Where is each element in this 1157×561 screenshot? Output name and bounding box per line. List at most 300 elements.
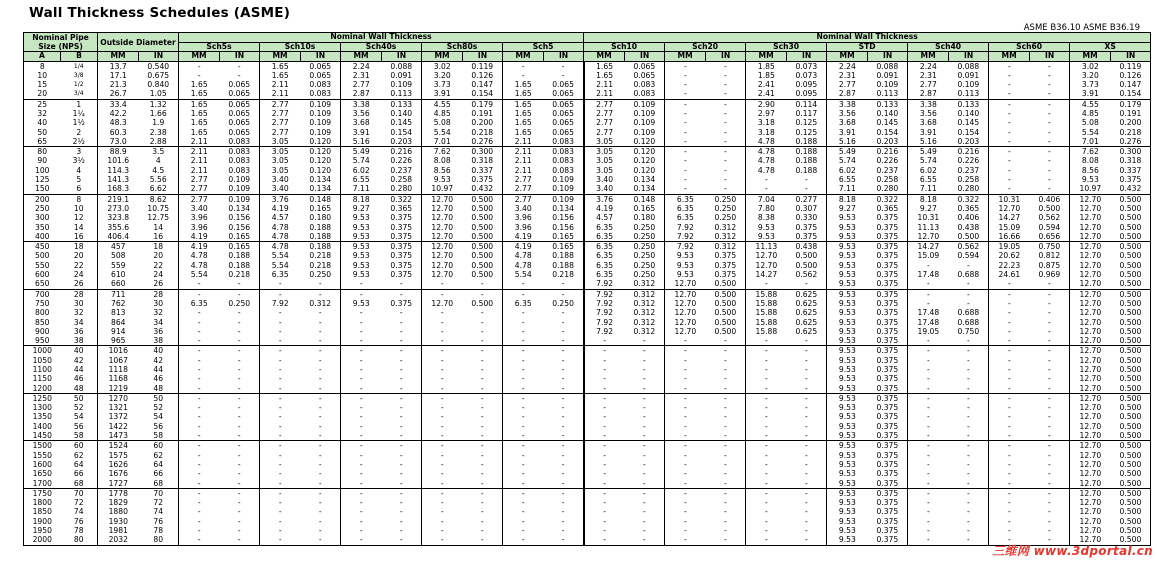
table-cell: 0.500 xyxy=(706,289,746,299)
table-cell: 2.24 xyxy=(341,61,382,71)
table-cell: 0.656 xyxy=(1038,231,1061,241)
table-cell: - xyxy=(665,393,706,403)
in-unit-header: IN xyxy=(868,52,908,62)
table-cell: 0.375 xyxy=(876,507,899,517)
table-cell: 12.70 xyxy=(746,261,787,270)
table-cell: 0.276 xyxy=(471,136,494,146)
table-cell: 9.27 xyxy=(341,204,382,213)
table-cell: - xyxy=(723,89,727,99)
table-cell: 26 xyxy=(73,279,84,289)
table-cell: 10 xyxy=(24,71,61,80)
table-cell: 0.500 xyxy=(1038,203,1061,213)
mm-unit-header: MM xyxy=(179,52,220,62)
schedule-header-sch5s: Sch5s xyxy=(179,42,260,52)
table-cell: 10.75 xyxy=(147,203,170,213)
table-cell: - xyxy=(561,355,565,365)
table-row xyxy=(24,279,1151,289)
table-cell: 0.250 xyxy=(633,251,656,261)
table-cell: 3.5 xyxy=(139,147,179,157)
table-cell: 5.54 xyxy=(1070,128,1111,137)
mm-unit-header: MM xyxy=(341,52,382,62)
table-cell: - xyxy=(665,147,706,157)
table-row xyxy=(24,223,1151,232)
table-cell: 12.70 xyxy=(665,318,706,327)
table-cell: - xyxy=(341,403,382,412)
schedule-header-sch5: Sch5 xyxy=(503,42,584,52)
table-cell: 0.625 xyxy=(795,308,818,318)
in-unit-header: IN xyxy=(625,52,665,62)
table-cell: 1118 xyxy=(98,365,139,374)
table-cell: 3.68 xyxy=(827,118,868,127)
table-cell: - xyxy=(908,460,949,469)
table-cell: 0.312 xyxy=(633,279,656,289)
table-cell: 3.02 xyxy=(1070,61,1111,71)
table-cell: 0.237 xyxy=(390,165,413,175)
table-cell: 2.77 xyxy=(503,175,544,184)
table-cell: 0.250 xyxy=(714,213,737,223)
table-cell: 2.77 xyxy=(503,184,544,194)
nps-b-header: B xyxy=(61,52,98,62)
table-cell: 559 xyxy=(98,261,139,270)
table-cell: 914 xyxy=(98,327,139,336)
table-cell: - xyxy=(1047,336,1051,346)
table-cell: - xyxy=(723,165,727,175)
table-cell: - xyxy=(804,526,808,536)
table-cell: 0.500 xyxy=(1111,460,1151,469)
table-cell: 3.96 xyxy=(503,213,544,222)
table-cell: 7.01 xyxy=(422,137,463,147)
table-cell: 0.375 xyxy=(1111,175,1151,184)
table-cell: 0.237 xyxy=(876,165,899,175)
table-cell: - xyxy=(642,507,646,517)
table-cell: 0.165 xyxy=(228,231,251,241)
table-cell: - xyxy=(318,498,322,508)
table-cell: - xyxy=(706,535,746,545)
table-cell: - xyxy=(480,308,484,318)
table-cell: - xyxy=(908,261,949,270)
table-cell: 0.250 xyxy=(633,270,656,280)
table-cell: 0.312 xyxy=(633,317,656,327)
table-cell: 3.96 xyxy=(503,223,544,232)
table-row xyxy=(24,232,1151,242)
table-cell: 0.200 xyxy=(1111,118,1151,127)
table-cell: 0.250 xyxy=(309,270,332,280)
table-cell: - xyxy=(746,336,787,346)
table-cell: - xyxy=(949,393,989,403)
table-cell: 0.594 xyxy=(957,251,980,261)
table-cell: - xyxy=(422,441,463,451)
table-cell: - xyxy=(561,403,565,413)
table-cell: 9.53 xyxy=(827,336,868,346)
table-cell: 4.78 xyxy=(179,261,220,270)
table-cell: 12.70 xyxy=(1070,327,1111,336)
table-cell: 0.375 xyxy=(876,279,899,289)
table-cell: 0.375 xyxy=(876,459,899,469)
table-cell: 0.065 xyxy=(633,70,656,80)
table-cell: - xyxy=(706,393,746,403)
table-cell: 0.375 xyxy=(876,336,899,346)
table-cell: 0.500 xyxy=(714,317,737,327)
table-cell: 0.188 xyxy=(228,260,251,270)
table-cell: 2.77 xyxy=(260,118,301,127)
table-cell: - xyxy=(642,498,646,508)
table-cell: 46 xyxy=(153,374,164,384)
table-cell: 406.4 xyxy=(98,232,139,242)
table-cell: - xyxy=(399,326,403,336)
table-cell: - xyxy=(480,383,484,393)
table-cell: 0.812 xyxy=(1038,251,1061,261)
table-cell: 10.97 xyxy=(422,184,463,194)
table-cell: - xyxy=(503,308,544,317)
table-cell: 9.53 xyxy=(665,270,706,279)
table-cell: 12.70 xyxy=(1070,535,1111,545)
table-cell: - xyxy=(503,535,544,545)
table-cell: - xyxy=(908,393,949,403)
table-cell: 0.500 xyxy=(1111,261,1151,270)
table-row xyxy=(24,318,1151,327)
table-cell: - xyxy=(480,365,484,374)
table-cell: - xyxy=(260,356,301,365)
table-cell: - xyxy=(422,289,463,299)
table-cell: 0.117 xyxy=(795,108,818,118)
table-cell: 1300 xyxy=(24,403,61,412)
table-cell: 3.38 xyxy=(341,99,382,109)
table-cell: 16.66 xyxy=(989,232,1030,242)
table-cell: 3.68 xyxy=(908,118,949,127)
table-cell: 0.180 xyxy=(309,213,332,223)
table-cell: 9.53 xyxy=(827,441,868,451)
table-cell: 0.280 xyxy=(876,184,899,194)
table-cell: 0.500 xyxy=(1111,469,1151,478)
table-cell: 1650 xyxy=(24,469,61,478)
table-cell: 3.91 xyxy=(908,128,949,137)
table-cell: - xyxy=(422,517,463,526)
table-cell: - xyxy=(1030,61,1070,71)
table-cell: - xyxy=(1047,516,1051,526)
table-cell: 2 xyxy=(76,127,82,137)
table-cell: - xyxy=(382,289,422,299)
table-cell: 4.78 xyxy=(260,232,301,242)
table-cell: 0.500 xyxy=(714,279,737,289)
table-cell: - xyxy=(544,61,584,71)
table-row xyxy=(24,469,1151,478)
table-cell: 0.500 xyxy=(1111,403,1151,412)
table-cell: - xyxy=(179,393,220,403)
table-cell: - xyxy=(989,412,1030,421)
table-cell: 0.091 xyxy=(876,70,899,80)
table-cell: 78 xyxy=(153,526,164,536)
table-cell: 0.625 xyxy=(795,298,818,308)
table-cell: - xyxy=(746,441,787,451)
table-row xyxy=(24,403,1151,412)
mm-unit-header: MM xyxy=(584,52,625,62)
table-cell: 9.53 xyxy=(827,422,868,431)
table-cell: - xyxy=(341,308,382,317)
table-cell: 12.70 xyxy=(746,251,787,260)
table-cell: 4.57 xyxy=(584,213,625,222)
table-cell: 0.500 xyxy=(1111,336,1151,346)
table-cell: 2.77 xyxy=(260,128,301,137)
table-cell: 0.120 xyxy=(625,147,665,157)
table-cell: 0.250 xyxy=(633,231,656,241)
table-cell: - xyxy=(318,516,322,526)
table-cell: 9.53 xyxy=(827,251,868,260)
table-cell: 0.500 xyxy=(1111,412,1151,421)
table-cell: - xyxy=(1047,184,1051,194)
table-cell: 0.083 xyxy=(220,147,260,157)
table-cell: 42 xyxy=(73,355,84,365)
table-cell: - xyxy=(804,450,808,460)
table-cell: 4.19 xyxy=(260,204,301,213)
table-cell: - xyxy=(544,535,584,545)
table-cell: 0.113 xyxy=(876,89,899,99)
table-cell: 9.53 xyxy=(827,451,868,460)
table-cell: - xyxy=(804,421,808,431)
table-cell: 3/4 xyxy=(73,90,84,98)
table-cell: 0.500 xyxy=(463,242,503,252)
table-cell: 9.53 xyxy=(827,346,868,356)
table-row xyxy=(24,308,1151,317)
table-cell: 10.97 xyxy=(1070,184,1111,194)
table-cell: - xyxy=(422,365,463,374)
table-cell: 1.66 xyxy=(149,108,167,118)
table-cell: - xyxy=(989,365,1030,374)
table-cell: 1.65 xyxy=(584,61,625,71)
table-cell: - xyxy=(1030,393,1070,403)
table-cell: 0.226 xyxy=(957,156,980,166)
table-cell: - xyxy=(179,289,220,299)
table-cell: 9.53 xyxy=(827,242,868,252)
table-cell: 355.6 xyxy=(98,223,139,232)
table-cell: 0.120 xyxy=(309,156,332,166)
table-cell: - xyxy=(220,535,260,545)
table-cell: 12.70 xyxy=(1070,384,1111,394)
table-cell: 12.70 xyxy=(1070,270,1111,279)
table-cell: - xyxy=(706,147,746,157)
table-cell: 4.78 xyxy=(746,156,787,165)
table-cell: 0.375 xyxy=(868,242,908,252)
table-cell: - xyxy=(503,441,544,451)
table-cell: - xyxy=(341,451,382,460)
table-cell: - xyxy=(341,365,382,374)
table-cell: 52 xyxy=(153,403,164,413)
table-cell: 1550 xyxy=(24,451,61,460)
table-cell: 12.70 xyxy=(665,289,706,299)
table-cell: 0.500 xyxy=(1111,393,1151,403)
table-cell: - xyxy=(260,460,301,469)
mm-unit-header: MM xyxy=(665,52,706,62)
table-cell: - xyxy=(966,507,970,517)
outside-diameter-header: Outside Diameter xyxy=(98,33,179,52)
table-cell: 0.500 xyxy=(471,231,494,241)
table-cell: - xyxy=(480,526,484,536)
table-cell: - xyxy=(179,441,220,451)
table-cell: 0.226 xyxy=(876,156,899,166)
table-cell: - xyxy=(989,403,1030,412)
table-cell: 24 xyxy=(153,270,164,280)
table-cell: 12.70 xyxy=(1070,517,1111,526)
table-cell: 12.70 xyxy=(1070,441,1111,451)
table-cell: - xyxy=(1047,431,1051,441)
table-cell: 0.109 xyxy=(876,80,899,90)
table-cell: 0.188 xyxy=(787,147,827,157)
table-cell: - xyxy=(746,498,787,507)
table-cell: - xyxy=(584,488,625,498)
table-cell: 4.78 xyxy=(746,166,787,175)
table-cell: 0.500 xyxy=(1111,488,1151,498)
table-cell: 0.875 xyxy=(1038,260,1061,270)
table-cell: - xyxy=(561,421,565,431)
table-cell: - xyxy=(1030,289,1070,299)
table-cell: 3/8 xyxy=(73,71,84,79)
table-cell: 11.13 xyxy=(908,223,949,232)
table-cell: 1850 xyxy=(24,507,61,516)
table-row xyxy=(24,204,1151,213)
in-unit-header: IN xyxy=(220,52,260,62)
table-cell: 0.276 xyxy=(1111,137,1151,147)
table-row xyxy=(24,488,1151,498)
table-cell: 0.165 xyxy=(220,242,260,252)
table-cell: - xyxy=(399,383,403,393)
table-cell: - xyxy=(480,469,484,479)
table-cell: 3.05 xyxy=(260,137,301,147)
schedule-header-sch20: Sch20 xyxy=(665,42,746,52)
table-cell: - xyxy=(723,80,727,90)
table-cell: 4.19 xyxy=(179,232,220,242)
table-cell: - xyxy=(804,431,808,441)
table-cell: 1950 xyxy=(24,526,61,535)
table-cell: 0.375 xyxy=(876,478,899,488)
table-cell: 200 xyxy=(24,194,61,204)
table-cell: 1600 xyxy=(24,460,61,469)
table-cell: - xyxy=(665,128,706,137)
table-cell: - xyxy=(665,374,706,383)
table-cell: 0.500 xyxy=(957,231,980,241)
table-cell: - xyxy=(584,412,625,421)
table-cell: - xyxy=(179,517,220,526)
table-cell: - xyxy=(179,336,220,346)
table-cell: 9.53 xyxy=(827,356,868,365)
table-cell: 6.35 xyxy=(584,223,625,232)
table-cell: - xyxy=(908,374,949,383)
table-cell: 3.05 xyxy=(584,147,625,157)
table-cell: - xyxy=(746,517,787,526)
table-cell: - xyxy=(966,516,970,526)
table-cell: 7.92 xyxy=(584,318,625,327)
table-cell: 0.133 xyxy=(868,99,908,109)
table-cell: 12.70 xyxy=(908,232,949,242)
table-cell: 22 xyxy=(73,260,84,270)
table-row xyxy=(24,441,1151,451)
table-cell: - xyxy=(503,403,544,412)
table-cell: 4.55 xyxy=(422,99,463,109)
table-cell: 0.109 xyxy=(309,118,332,128)
table-cell: 50 xyxy=(139,393,179,403)
table-cell: - xyxy=(665,346,706,356)
table-cell: - xyxy=(422,346,463,356)
table-cell: 2.11 xyxy=(179,147,220,157)
table-cell: 0.375 xyxy=(876,355,899,365)
table-cell: 0.065 xyxy=(552,118,574,128)
table-cell: 3.02 xyxy=(422,61,463,71)
table-cell: - xyxy=(1047,326,1051,336)
table-cell: - xyxy=(584,374,625,383)
table-cell: 250 xyxy=(24,204,61,213)
table-cell: - xyxy=(665,89,706,99)
table-cell: 0.688 xyxy=(957,308,980,318)
table-cell: - xyxy=(480,507,484,517)
table-cell: - xyxy=(584,460,625,469)
table-cell: - xyxy=(949,441,989,451)
table-cell: 0.188 xyxy=(301,242,341,252)
table-cell: 9.53 xyxy=(422,175,463,184)
table-cell: - xyxy=(1030,147,1070,157)
table-cell: - xyxy=(422,526,463,535)
table-cell: 150 xyxy=(24,184,61,194)
table-cell: 0.065 xyxy=(552,127,574,137)
table-cell: - xyxy=(561,317,565,327)
table-cell: - xyxy=(665,80,706,89)
table-cell: 26 xyxy=(153,279,164,289)
table-cell: - xyxy=(318,478,322,488)
table-cell: 0.109 xyxy=(228,175,251,185)
table-cell: 2.87 xyxy=(341,89,382,99)
table-cell: 0.375 xyxy=(876,450,899,460)
table-cell: 0.500 xyxy=(1111,431,1151,441)
table-cell: - xyxy=(179,431,220,441)
table-cell: 6.35 xyxy=(503,299,544,308)
table-cell: 0.250 xyxy=(633,222,656,232)
table-cell: 28 xyxy=(139,289,179,299)
table-cell: - xyxy=(318,374,322,384)
table-cell: 0.280 xyxy=(390,184,413,194)
table-cell: 0.083 xyxy=(552,165,574,175)
table-cell: - xyxy=(723,365,727,374)
nps-a-header: A xyxy=(24,52,61,62)
table-cell: 0.500 xyxy=(1111,279,1151,289)
table-cell: - xyxy=(237,365,241,374)
table-cell: - xyxy=(237,412,241,422)
table-cell: - xyxy=(1047,136,1051,146)
table-cell: 12.70 xyxy=(1070,318,1111,327)
mm-unit-header: MM xyxy=(422,52,463,62)
table-cell: 32 xyxy=(73,308,84,318)
table-cell: - xyxy=(723,355,727,365)
table-cell: 4.55 xyxy=(1070,99,1111,109)
table-cell: 9.53 xyxy=(827,289,868,299)
table-cell: 0.237 xyxy=(957,165,980,175)
table-cell: 1168 xyxy=(98,374,139,383)
table-cell: 2.11 xyxy=(179,166,220,175)
table-cell: - xyxy=(480,421,484,431)
table-cell: - xyxy=(422,318,463,327)
table-cell: 3.40 xyxy=(584,184,625,194)
table-cell: 0.562 xyxy=(795,270,818,280)
table-cell: - xyxy=(1047,156,1051,166)
table-cell: 0.438 xyxy=(957,222,980,232)
table-cell: - xyxy=(665,61,706,71)
table-cell: - xyxy=(989,118,1030,127)
table-cell: 12 xyxy=(73,213,84,223)
table-cell: - xyxy=(399,421,403,431)
table-cell: - xyxy=(422,374,463,383)
table-cell: 0.188 xyxy=(552,251,574,261)
table-cell: 0.109 xyxy=(390,80,413,90)
table-cell: 168.3 xyxy=(98,184,139,194)
table-cell: 9.53 xyxy=(341,223,382,232)
table-cell: 900 xyxy=(24,327,61,336)
table-cell: - xyxy=(665,469,706,478)
